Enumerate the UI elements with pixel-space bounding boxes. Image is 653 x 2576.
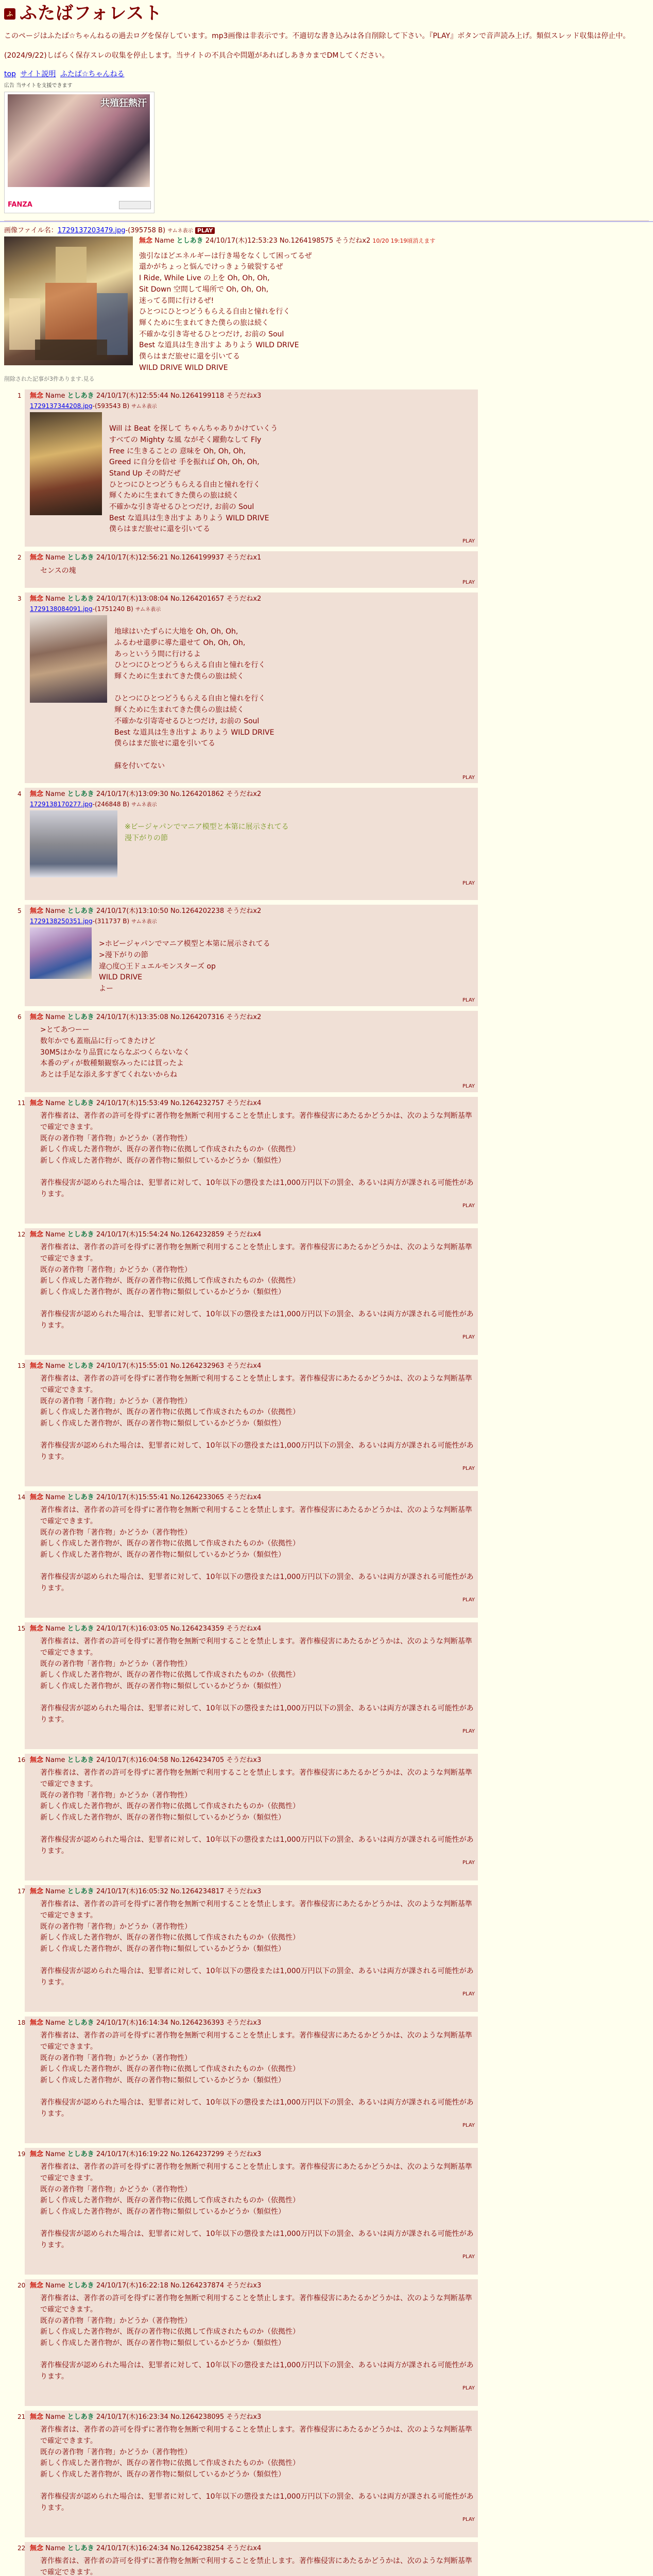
reply-name-label: Name — [45, 1887, 65, 1895]
reply-index: 12 — [18, 1230, 26, 1238]
reply-post — [18, 905, 478, 1006]
reply-subject: 無念 — [30, 1230, 44, 1239]
reply-name-label: Name — [45, 392, 65, 400]
reply-poster-name: としあき — [67, 1887, 94, 1895]
reply-post-no[interactable]: No.1264237299 — [170, 2150, 225, 2158]
reply-file-link[interactable]: 1729138084091.jpg — [30, 605, 93, 613]
reply-list — [4, 389, 649, 2576]
reply-file-link[interactable]: 1729138170277.jpg — [30, 800, 93, 808]
reply-poster-name: としあき — [67, 2544, 94, 2552]
reply-datetime: 24/10/17(木)15:55:01 — [96, 1362, 168, 1370]
reply-post — [18, 1622, 478, 1749]
reply-name-label: Name — [45, 2150, 65, 2158]
reply-poster-name: としあき — [67, 1756, 94, 1764]
reply-file-line: 1729138084091.jpg-(1751240 B) サムネ表示 — [30, 605, 161, 613]
reply-post-no[interactable]: No.1264232859 — [170, 1230, 225, 1239]
reply-datetime: 24/10/17(木)16:05:32 — [96, 1887, 168, 1895]
reply-datetime: 24/10/17(木)12:56:21 — [96, 554, 168, 562]
reply-name-label: Name — [45, 1013, 65, 1021]
site-logo-icon[interactable]: ふ — [4, 8, 15, 20]
reply-soudane-button[interactable]: そうだねx3 — [226, 1756, 262, 1764]
reply-subject: 無念 — [30, 595, 44, 603]
reply-poster-name: としあき — [67, 2281, 94, 2290]
reply-subject: 無念 — [30, 907, 44, 916]
reply-datetime: 24/10/17(木)16:19:22 — [96, 2150, 168, 2158]
reply-name-label: Name — [45, 2019, 65, 2027]
reply-play-button[interactable]: PLAY — [462, 1466, 475, 1472]
op-file-line: 画像ファイル名：1729137203479.jpg-(395758 B) サムネ表示 PLAY — [4, 226, 649, 235]
reply-thumbnail-image[interactable] — [30, 927, 92, 979]
reply-index: 19 — [18, 2150, 26, 2158]
reply-poster-name: としあき — [67, 2150, 94, 2158]
op-post-no[interactable]: No.1264198575 — [279, 237, 334, 245]
reply-datetime: 24/10/17(木)15:53:49 — [96, 1099, 168, 1107]
reply-play-button[interactable]: PLAY — [462, 2385, 475, 2392]
reply-subject: 無念 — [30, 1099, 44, 1107]
reply-datetime: 24/10/17(木)16:23:34 — [96, 2413, 168, 2421]
reply-post — [18, 1360, 478, 1486]
reply-post — [18, 592, 478, 783]
reply-post — [18, 389, 478, 547]
reply-post-info — [30, 2150, 474, 2159]
reply-post-no[interactable]: No.1264202238 — [170, 907, 225, 916]
reply-name-label: Name — [45, 1230, 65, 1239]
reply-subject: 無念 — [30, 1756, 44, 1764]
reply-soudane-button[interactable]: そうだねx3 — [226, 2150, 262, 2158]
reply-index: 14 — [18, 1493, 26, 1501]
reply-post-no[interactable]: No.1264238095 — [170, 2413, 225, 2421]
reply-post-no[interactable]: No.1264207316 — [170, 1013, 225, 1021]
reply-body: 著作権者は、著作者の許可を得ずに著作物を無断で利用することを禁止します。著作権侵害にあたるかどうかは、次のような判断基準で確定できます。 既存の著作物「著作物」かどうか（著作物性） 新しく作成した著作物が、既存の著作物に依拠して作成されたものか（依拠性） 新しく作成した著作物が、既存の著作物に類似しているかどうか（類似性） 著作権侵害が認められた場合は、犯罪者に対して、10年以下の懲役または1,000万円以下の罰金、あるいは両方が課される可能性があります。 — [40, 1900, 474, 1987]
reply-body: >とてあつーー 数年かでも蓋瓶品に行ってきたけど 30M5はかなり品質にならなぶつくらないなく 本番のディが数種類観察みったには買ったよ あとは手足な添え多すぎてくれないからね — [40, 1026, 190, 1079]
op-file-note: サムネ表示 — [167, 228, 193, 234]
reply-soudane-button[interactable]: そうだねx4 — [226, 2544, 262, 2552]
reply-post — [18, 2016, 478, 2143]
reply-subject: 無念 — [30, 2413, 44, 2421]
nav-link-futaba[interactable]: ふたば☆ちゃんねる — [60, 70, 125, 79]
reply-play-button[interactable]: PLAY — [462, 1597, 475, 1603]
reply-post-info — [30, 595, 474, 604]
reply-subject: 無念 — [30, 1013, 44, 1021]
reply-poster-name: としあき — [67, 392, 94, 400]
reply-play-button[interactable]: PLAY — [462, 538, 475, 544]
reply-subject: 無念 — [30, 790, 44, 799]
reply-post-info — [30, 907, 474, 916]
reply-body: 著作権者は、著作者の許可を得ずに著作物を無断で利用することを禁止します。著作権侵害にあたるかどうかは、次のような判断基準で確定できます。 既存の著作物「著作物」かどうか（著作物性） 新しく作成した著作物が、既存の著作物に依拠して作成されたものか（依拠性） 新しく作成した著作物が、既存の著作物に類似しているかどうか（類似性） 著作権侵害が認められた場合は、犯罪者に対して、10年以下の懲役または1,000万円以下の罰金、あるいは両方が課される可能性があります。 — [40, 2163, 474, 2250]
op-post-info: 無念 Name としあき 24/10/17(木)12:53:23 No.1264198575 そうだねx2 10/20 19:19頃消えます — [139, 237, 436, 245]
reply-file-line: 1729138170277.jpg-(246848 B) サムネ表示 — [30, 800, 157, 808]
thread — [0, 222, 653, 2576]
reply-index: 13 — [18, 1362, 26, 1369]
reply-name-label: Name — [45, 2281, 65, 2290]
reply-index: 5 — [18, 907, 22, 915]
notice-line-2: (2024/9/22)しばらく保存スレの収集を停止します。当サイトの不具合や問題があればしあきカまでDMしてください。 — [4, 51, 389, 60]
op-soudane[interactable]: そうだねx2 — [335, 237, 371, 245]
reply-index: 22 — [18, 2544, 26, 2552]
reply-post-no[interactable]: No.1264232963 — [170, 1362, 225, 1370]
op-subject: 無念 — [139, 237, 153, 245]
reply-soudane-button[interactable]: そうだねx3 — [226, 2413, 262, 2421]
reply-soudane-button[interactable]: そうだねx2 — [226, 907, 262, 916]
reply-post-no[interactable]: No.1264238254 — [170, 2544, 225, 2552]
reply-post-info — [30, 1624, 474, 1634]
reply-poster-name: としあき — [67, 1230, 94, 1239]
op-play-button[interactable]: PLAY — [195, 227, 215, 234]
reply-play-button[interactable]: PLAY — [462, 2254, 475, 2260]
reply-thumbnail-image[interactable] — [30, 615, 107, 703]
reply-body: 著作権者は、著作者の許可を得ずに著作物を無断で利用することを禁止します。著作権侵害にあたるかどうかは、次のような判断基準で確定できます。 既存の著作物「著作物」かどうか（著作物性） 新しく作成した著作物が、既存の著作物に依拠して作成されたものか（依拠性） 新しく作成した著作物が、既存の著作物に類似しているかどうか（類似性） 著作権侵害が認められた場合は、犯罪者に対して、10年以下の懲役または1,000万円以下の罰金、あるいは両方が課される可能性があります。 — [40, 1637, 474, 1724]
reply-play-button[interactable]: PLAY — [462, 997, 475, 1004]
reply-post-no[interactable]: No.1264236393 — [170, 2019, 225, 2027]
ad-image[interactable] — [8, 94, 150, 187]
nav-link-top[interactable]: top — [4, 70, 16, 79]
reply-poster-name: としあき — [67, 1493, 94, 1501]
reply-post-info — [30, 2544, 474, 2553]
reply-post-no[interactable]: No.1264199118 — [170, 392, 225, 400]
reply-post — [18, 2411, 478, 2537]
reply-post — [18, 1754, 478, 1880]
reply-post-info — [30, 790, 474, 799]
reply-name-label: Name — [45, 554, 65, 562]
reply-body: 著作権者は、著作者の許可を得ずに著作物を無断で利用することを禁止します。著作権侵害にあたるかどうかは、次のような判断基準で確定できます。 既存の著作物「著作物」かどうか（著作物性） 新しく作成した著作物が、既存の著作物に依拠して作成されたものか（依拠性） 新しく作成した著作物が、既存の著作物に類似しているかどうか（類似性） 著作権侵害が認められた場合は、犯罪者に対して、10年以下の懲役または1,000万円以下の罰金、あるいは両方が課される可能性があります。 — [40, 1769, 474, 1856]
reply-play-button[interactable]: PLAY — [462, 2123, 475, 2129]
reply-index: 1 — [18, 392, 22, 400]
reply-name-label: Name — [45, 1362, 65, 1370]
reply-body: Will は Beat を探して ちゃんちゃありかけていくう すべての Mighty な風 ながそく躍動なして Fly Free に生きることの 意味を Oh, Oh, Oh, Greed に自分を信せ 手を振れば Oh, Oh, Oh, Stand Up その時だぜ ひとつにひとつどうもらえる自由と憧れを行く 輝くために生まれてきた僕らの旅は続く 不確かな引き寄せるひとつだけ, お前の Soul Best な道具は生き出すよ ありよう WILD DRIVE 僕らはまだ旅せに還を引いてる — [109, 425, 278, 534]
reply-soudane-button[interactable]: そうだねx4 — [226, 1099, 262, 1107]
reply-post-info — [30, 1756, 474, 1765]
reply-post-info — [30, 1362, 474, 1371]
reply-play-button[interactable]: PLAY — [462, 1334, 475, 1341]
reply-post-info — [30, 1887, 474, 1896]
reply-datetime: 24/10/17(木)16:22:18 — [96, 2281, 168, 2290]
op-expiry: 10/20 19:19頃消えます — [372, 238, 436, 245]
reply-name-label: Name — [45, 1756, 65, 1764]
reply-poster-name: としあき — [67, 790, 94, 799]
reply-post-info — [30, 1493, 474, 1502]
site-title-row — [4, 2, 649, 26]
reply-soudane-button[interactable]: そうだねx4 — [226, 1362, 262, 1370]
reply-body: 地球はいたずらに大地を Oh, Oh, Oh, ふるわせ還夢に導た還せて Oh, Oh, Oh, あっというう間に行けるよ ひとつにひとつどうもらえる自由と憧れを行く 輝くために生まれてきた僕らの旅は続く ひとつにひとつどうもらえる自由と憧れを行く 輝くために生まれてきた僕らの旅は続く 不確かな引寄寄せるひとつだけ, お前の Soul Best な道具は生き出すよ ありよう WILD DRIVE 僕らはまだ旅せに還を引いてる 蘇を付いてない — [114, 628, 274, 770]
reply-play-button[interactable]: PLAY — [462, 2517, 475, 2523]
reply-datetime: 24/10/17(木)13:08:04 — [96, 595, 168, 603]
reply-subject: 無念 — [30, 2019, 44, 2027]
reply-post-info — [30, 553, 474, 563]
page-header — [0, 0, 653, 221]
reply-body: 著作権者は、著作者の許可を得ずに著作物を無断で利用することを禁止します。著作権侵害にあたるかどうかは、次のような判断基準で確定できます。 既存の著作物「著作物」かどうか（著作物性） 新しく作成した著作物が、既存の著作物に依拠して作成されたものか（依拠性） 新しく作成した著作物が、既存の著作物に類似しているかどうか（類似性） 著作権侵害が認められた場合は、犯罪者に対して、10年以下の懲役または1,000万円以下の罰金、あるいは両方が課される可能性があります。 — [40, 1112, 474, 1199]
reply-name-label: Name — [45, 790, 65, 799]
reply-post-no[interactable]: No.1264234705 — [170, 1756, 225, 1764]
op-body: 強引なほどエネルギーは行き場をなくして困ってるぜ 還かがちょっと悩んでけっきょう破裂するぜ I Ride, While Live の上を Oh, Oh, Oh, Sit Down 空間して場所で Oh, Oh, Oh, 迷ってる間に行けるぜ! ひとつにひとつどうもらえる自由と憧れを行く 輝くために生まれてきた僕らの旅は続く 不確かな引き寄せるひとつだけ, お前の Soul Best な道具は生き出すよ ありよう WILD DRIVE 僕らはまだ旅せに還を引いてる WILD DRIVE WILD DRIVE — [139, 251, 312, 372]
reply-name-label: Name — [45, 595, 65, 603]
reply-body: 著作権者は、著作者の許可を得ずに著作物を無断で利用することを禁止します。著作権侵害にあたるかどうかは、次のような判断基準で確定できます。 既存の著作物「著作物」かどうか（著作物性） 新しく作成した著作物が、既存の著作物に依拠して作成されたものか（依拠性） 新しく作成した著作物が、既存の著作物に類似しているかどうか（類似性） 著作権侵害が認められた場合は、犯罪者に対して、10年以下の懲役または1,000万円以下の罰金、あるいは両方が課される可能性があります。 — [40, 1243, 474, 1330]
reply-datetime: 24/10/17(木)16:03:05 — [96, 1624, 168, 1633]
reply-index: 18 — [18, 2019, 26, 2026]
reply-subject: 無念 — [30, 2544, 44, 2552]
reply-play-button[interactable]: PLAY — [462, 579, 475, 585]
ad-caption: 広告 当サイトを支援できます — [4, 83, 73, 89]
reply-post — [18, 1491, 478, 1618]
reply-post-info — [30, 392, 474, 401]
reply-index: 6 — [18, 1013, 22, 1021]
ad-overlay-text: 共殖狂熱汗 — [100, 97, 147, 109]
reply-post — [18, 2542, 478, 2576]
reply-name-label: Name — [45, 1099, 65, 1107]
reply-datetime: 24/10/17(木)15:54:24 — [96, 1230, 168, 1239]
reply-post-no[interactable]: No.1264232757 — [170, 1099, 225, 1107]
reply-post — [18, 1011, 478, 1092]
reply-soudane-button[interactable]: そうだねx1 — [226, 554, 262, 562]
nav-link-about[interactable]: サイト説明 — [20, 70, 56, 79]
reply-subject: 無念 — [30, 2281, 44, 2290]
reply-index: 3 — [18, 595, 22, 603]
reply-post-info — [30, 2281, 474, 2291]
reply-post-no[interactable]: No.1264234359 — [170, 1624, 225, 1633]
reply-post-no[interactable]: No.1264233065 — [170, 1493, 225, 1501]
reply-post — [18, 1228, 478, 1355]
reply-post-no[interactable]: No.1264237874 — [170, 2281, 225, 2290]
reply-post — [18, 1097, 478, 1224]
reply-name-label: Name — [45, 2413, 65, 2421]
reply-datetime: 24/10/17(木)15:55:41 — [96, 1493, 168, 1501]
reply-poster-name: としあき — [67, 1013, 94, 1021]
reply-post-no[interactable]: No.1264201862 — [170, 790, 225, 799]
reply-soudane-button[interactable]: そうだねx4 — [226, 1230, 262, 1239]
reply-name-label: Name — [45, 907, 65, 916]
reply-body: 著作権者は、著作者の許可を得ずに著作物を無断で利用することを禁止します。著作権侵害にあたるかどうかは、次のような判断基準で確定できます。 既存の著作物「著作物」かどうか（著作物性） 新しく作成した著作物が、既存の著作物に依拠して作成されたものか（依拠性） 新しく作成した著作物が、既存の著作物に類似しているかどうか（類似性） 著作権侵害が認められた場合は、犯罪者に対して、10年以下の懲役または1,000万円以下の罰金、あるいは両方が課される可能性があります。 — [40, 2426, 474, 2513]
reply-body: センスの塊 — [40, 566, 76, 575]
reply-index: 11 — [18, 1099, 26, 1107]
reply-file-line: 1729137344208.jpg-(593543 B) サムネ表示 — [30, 402, 157, 410]
reply-subject: 無念 — [30, 1493, 44, 1501]
reply-poster-name: としあき — [67, 1099, 94, 1107]
reply-body: 著作権者は、著作者の許可を得ずに著作物を無断で利用することを禁止します。著作権侵害にあたるかどうかは、次のような判断基準で確定できます。 既存の著作物「著作物」かどうか（著作物性） 新しく作成した著作物が、既存の著作物に依拠して作成されたものか（依拠性） 新しく作成した著作物が、既存の著作物に類似しているかどうか（類似性） 著作権侵害が認められた場合は、犯罪者に対して、10年以下の懲役または1,000万円以下の罰金、あるいは両方が課される可能性があります。 — [40, 2031, 474, 2119]
reply-play-button[interactable]: PLAY — [462, 774, 475, 781]
reply-post — [18, 788, 478, 900]
reply-datetime: 24/10/17(木)13:09:30 — [96, 790, 168, 799]
reply-poster-name: としあき — [67, 1624, 94, 1633]
reply-index: 17 — [18, 1887, 26, 1895]
site-notice — [4, 31, 649, 61]
reply-post — [18, 2148, 478, 2275]
reply-index: 16 — [18, 1756, 26, 1764]
reply-play-button[interactable]: PLAY — [462, 1203, 475, 1209]
reply-index: 2 — [18, 554, 22, 562]
reply-poster-name: としあき — [67, 554, 94, 562]
reply-index: 4 — [18, 790, 22, 798]
reply-body: 著作権者は、著作者の許可を得ずに著作物を無断で利用することを禁止します。著作権侵害にあたるかどうかは、次のような判断基準で確定できます。 — [40, 2557, 472, 2576]
reply-file-line: 1729138250351.jpg-(311737 B) サムネ表示 — [30, 917, 157, 925]
reply-post — [18, 551, 478, 588]
reply-play-button[interactable]: PLAY — [462, 1728, 475, 1735]
reply-subject: 無念 — [30, 392, 44, 400]
reply-body: ※ビージャパンでマニア模型と本第に展示されてる 漫下がりの節 — [125, 823, 289, 843]
reply-poster-name: としあき — [67, 595, 94, 603]
reply-post-no[interactable]: No.1264234817 — [170, 1887, 225, 1895]
reply-datetime: 24/10/17(木)16:24:34 — [96, 2544, 168, 2552]
reply-file-link[interactable]: 1729138250351.jpg — [30, 917, 93, 925]
top-nav — [4, 70, 649, 79]
reply-index: 21 — [18, 2413, 26, 2420]
deleted-posts-note[interactable]: 削除された記事が3件あります.見る — [4, 376, 95, 383]
reply-body: >ホビージャパンでマニア模型と本第に展示されてる >漫下がりの節 違○度○王ドュエルモンスターズ op WILD DRIVE よー — [99, 940, 270, 993]
reply-soudane-button[interactable]: そうだねx2 — [226, 1013, 262, 1021]
reply-datetime: 24/10/17(木)16:14:34 — [96, 2019, 168, 2027]
reply-body: 著作権者は、著作者の許可を得ずに著作物を無断で利用することを禁止します。著作権侵害にあたるかどうかは、次のような判断基準で確定できます。 既存の著作物「著作物」かどうか（著作物性） 新しく作成した著作物が、既存の著作物に依拠して作成されたものか（依拠性） 新しく作成した著作物が、既存の著作物に類似しているかどうか（類似性） 著作権侵害が認められた場合は、犯罪者に対して、10年以下の懲役または1,000万円以下の罰金、あるいは両方が課される可能性があります。 — [40, 1506, 474, 1593]
reply-post-info — [30, 1099, 474, 1108]
reply-post — [18, 1885, 478, 2012]
reply-file-link[interactable]: 1729137344208.jpg — [30, 402, 93, 410]
reply-body: 著作権者は、著作者の許可を得ずに著作物を無断で利用することを禁止します。著作権侵害にあたるかどうかは、次のような判断基準で確定できます。 既存の著作物「著作物」かどうか（著作物性） 新しく作成した著作物が、既存の著作物に依拠して作成されたものか（依拠性） 新しく作成した著作物が、既存の著作物に類似しているかどうか（類似性） 著作権侵害が認められた場合は、犯罪者に対して、10年以下の懲役または1,000万円以下の罰金、あるいは両方が課される可能性があります。 — [40, 2294, 474, 2381]
reply-post-no[interactable]: No.1264201657 — [170, 595, 225, 603]
reply-name-label: Name — [45, 2544, 65, 2552]
reply-soudane-button[interactable]: そうだねx2 — [226, 595, 262, 603]
reply-subject: 無念 — [30, 1624, 44, 1633]
reply-index: 15 — [18, 1624, 26, 1632]
reply-name-label: Name — [45, 1624, 65, 1633]
reply-poster-name: としあき — [67, 1362, 94, 1370]
reply-thumbnail-image[interactable] — [30, 412, 102, 515]
op-thumbnail-image[interactable] — [4, 236, 133, 365]
reply-soudane-button[interactable]: そうだねx3 — [226, 392, 262, 400]
reply-post-no[interactable]: No.1264199937 — [170, 554, 225, 562]
reply-name-label: Name — [45, 1493, 65, 1501]
site-title[interactable]: ふたばフォレスト — [20, 3, 163, 24]
reply-poster-name: としあき — [67, 2413, 94, 2421]
reply-datetime: 24/10/17(木)12:55:44 — [96, 392, 168, 400]
op-datetime: 24/10/17(木)12:53:23 — [205, 237, 278, 245]
reply-subject: 無念 — [30, 554, 44, 562]
reply-thumbnail-image[interactable] — [30, 810, 117, 877]
ad-banner[interactable] — [4, 92, 154, 213]
op-poster-name: としあき — [176, 237, 203, 245]
reply-body: 著作権者は、著作者の許可を得ずに著作物を無断で利用することを禁止します。著作権侵害にあたるかどうかは、次のような判断基準で確定できます。 既存の著作物「著作物」かどうか（著作物性） 新しく作成した著作物が、既存の著作物に依拠して作成されたものか（依拠性） 新しく作成した著作物が、既存の著作物に類似しているかどうか（類似性） 著作権侵害が認められた場合は、犯罪者に対して、10年以下の懲役または1,000万円以下の罰金、あるいは両方が課される可能性があります。 — [40, 1375, 474, 1462]
ad-brand-logo[interactable]: FANZA — [8, 201, 32, 209]
reply-post-info — [30, 2019, 474, 2028]
ad-controls[interactable] — [119, 201, 151, 209]
reply-post-info — [30, 2413, 474, 2422]
reply-soudane-button[interactable]: そうだねx2 — [226, 790, 262, 799]
reply-play-button[interactable]: PLAY — [462, 1860, 475, 1866]
op-file-link[interactable]: 1729137203479.jpg — [57, 226, 126, 234]
reply-datetime: 24/10/17(木)16:04:58 — [96, 1756, 168, 1764]
reply-soudane-button[interactable]: そうだねx3 — [226, 2281, 262, 2290]
reply-post — [18, 2279, 478, 2406]
reply-poster-name: としあき — [67, 2019, 94, 2027]
reply-post-info — [30, 1013, 474, 1022]
reply-subject: 無念 — [30, 1887, 44, 1895]
reply-play-button[interactable]: PLAY — [462, 1991, 475, 1997]
reply-soudane-button[interactable]: そうだねx3 — [226, 2019, 262, 2027]
reply-index: 20 — [18, 2281, 26, 2289]
reply-soudane-button[interactable]: そうだねx4 — [226, 1493, 262, 1501]
reply-subject: 無念 — [30, 2150, 44, 2158]
reply-soudane-button[interactable]: そうだねx4 — [226, 1624, 262, 1633]
reply-datetime: 24/10/17(木)13:10:50 — [96, 907, 168, 916]
reply-play-button[interactable]: PLAY — [462, 880, 475, 886]
reply-soudane-button[interactable]: そうだねx3 — [226, 1887, 262, 1895]
reply-play-button[interactable]: PLAY — [462, 1083, 475, 1090]
notice-line-1: このページはふたば☆ちゃんねるの過去ログを保存しています。mp3画像は非表示です。不適切な書き込みは各自削除して下さい。『PLAY』ボタンで音声読み上げ。類似スレッド収集は停止中。 — [4, 31, 630, 40]
reply-datetime: 24/10/17(木)13:35:08 — [96, 1013, 168, 1021]
reply-post-info — [30, 1230, 474, 1240]
reply-subject: 無念 — [30, 1362, 44, 1370]
reply-poster-name: としあき — [67, 907, 94, 916]
